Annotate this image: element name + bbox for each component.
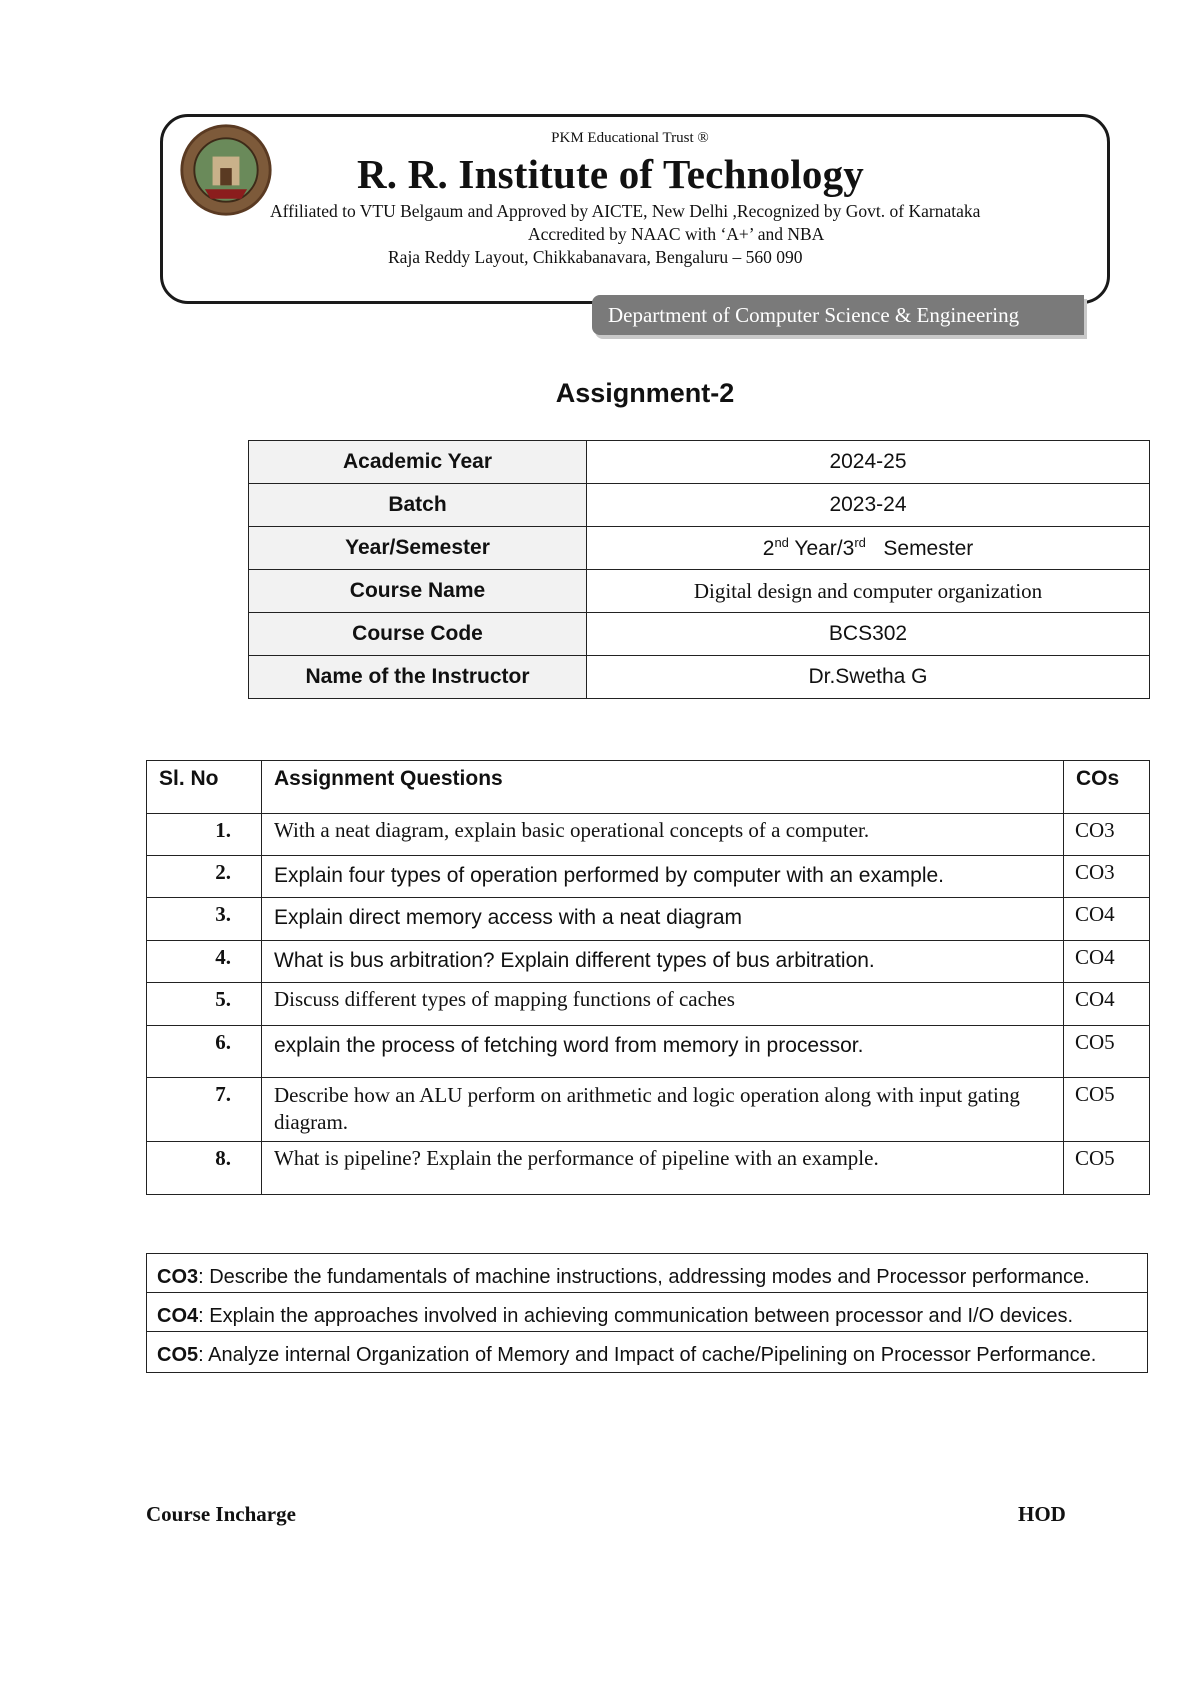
question-number: 8. bbox=[147, 1142, 262, 1195]
info-label: Academic Year bbox=[249, 441, 587, 484]
info-label: Batch bbox=[249, 484, 587, 527]
affiliation-line: Affiliated to VTU Belgaum and Approved by AICTE, New Delhi ,Recognized by Govt. of Karnataka bbox=[270, 201, 981, 221]
question-co: CO3 bbox=[1064, 856, 1150, 898]
outcome-row bbox=[147, 1254, 1148, 1293]
question-text: Discuss different types of mapping functions of caches bbox=[262, 983, 1064, 1026]
outcome-description: : Explain the approaches involved in achieving communication between processor and I/O devices. bbox=[198, 1305, 1074, 1327]
outcome-row bbox=[147, 1332, 1148, 1373]
info-label: Year/Semester bbox=[249, 527, 587, 570]
address-line: Raja Reddy Layout, Chikkabanavara, Bengaluru – 560 090 bbox=[388, 247, 803, 267]
semester-prefix: Year/3 bbox=[788, 537, 855, 560]
table-row bbox=[147, 814, 1150, 856]
course-info-table bbox=[248, 440, 1150, 699]
outcome-description: : Describe the fundamentals of machine instructions, addressing modes and Processor performance. bbox=[198, 1266, 1090, 1288]
question-text: Explain direct memory access with a neat diagram bbox=[262, 898, 1064, 941]
accreditation-line: Accredited by NAAC with ‘A+’ and NBA bbox=[528, 224, 825, 244]
question-co: CO5 bbox=[1064, 1142, 1150, 1195]
info-value: BCS302 bbox=[587, 613, 1150, 656]
question-number: 2. bbox=[147, 856, 262, 898]
info-row bbox=[249, 441, 1150, 484]
question-number: 7. bbox=[147, 1078, 262, 1142]
info-value: 2023-24 bbox=[587, 484, 1150, 527]
info-label: Course Name bbox=[249, 570, 587, 613]
question-text: Describe how an ALU perform on arithmetic and logic operation along with input gating diagram. bbox=[262, 1078, 1064, 1142]
outcome-code: CO5 bbox=[157, 1344, 199, 1366]
info-value: 2024-25 bbox=[587, 441, 1150, 484]
question-number: 6. bbox=[147, 1026, 262, 1078]
column-header-cos: COs bbox=[1064, 761, 1150, 814]
year-number: 2 bbox=[762, 537, 775, 560]
outcome-code: CO4 bbox=[157, 1305, 199, 1327]
year-suffix: nd bbox=[774, 535, 789, 550]
question-number: 4. bbox=[147, 941, 262, 983]
info-value: Dr.Swetha G bbox=[587, 656, 1150, 699]
semester-suffix: rd bbox=[854, 535, 866, 550]
table-header-row bbox=[147, 761, 1150, 814]
table-row bbox=[147, 856, 1150, 898]
table-row bbox=[147, 1078, 1150, 1142]
trust-name: PKM Educational Trust ® bbox=[551, 130, 709, 146]
info-label: Name of the Instructor bbox=[249, 656, 587, 699]
info-value: Digital design and computer organization bbox=[587, 570, 1150, 613]
table-row bbox=[147, 1026, 1150, 1078]
question-co: CO3 bbox=[1064, 814, 1150, 856]
page-title: Assignment-2 bbox=[555, 378, 735, 408]
outcome-text bbox=[147, 1293, 1148, 1332]
question-number: 5. bbox=[147, 983, 262, 1026]
column-header-question: Assignment Questions bbox=[262, 761, 1064, 814]
outcome-code: CO3 bbox=[157, 1266, 199, 1288]
question-text: Explain four types of operation performed by computer with an example. bbox=[262, 856, 1064, 898]
outcome-description: : Analyze internal Organization of Memory and Impact of cache/Pipelining on Processor Performance. bbox=[198, 1344, 1097, 1366]
question-co: CO4 bbox=[1064, 983, 1150, 1026]
question-number: 1. bbox=[147, 814, 262, 856]
table-row bbox=[147, 983, 1150, 1026]
question-text: With a neat diagram, explain basic operational concepts of a computer. bbox=[262, 814, 1064, 856]
question-text: explain the process of fetching word from memory in processor. bbox=[262, 1026, 1064, 1078]
assignment-questions-table bbox=[146, 760, 1150, 1195]
table-row bbox=[147, 1142, 1150, 1195]
question-co: CO4 bbox=[1064, 941, 1150, 983]
outcome-text bbox=[147, 1332, 1148, 1373]
info-row bbox=[249, 656, 1150, 699]
outcome-text bbox=[147, 1254, 1148, 1293]
department-banner: Department of Computer Science & Engineering bbox=[592, 295, 1084, 335]
question-number: 3. bbox=[147, 898, 262, 941]
info-row bbox=[249, 527, 1150, 570]
institute-name: R. R. Institute of Technology bbox=[357, 151, 864, 197]
question-co: CO5 bbox=[1064, 1026, 1150, 1078]
question-text: What is bus arbitration? Explain different types of bus arbitration. bbox=[262, 941, 1064, 983]
outcome-row bbox=[147, 1293, 1148, 1332]
semester-word: Semester bbox=[865, 537, 974, 560]
column-header-slno: Sl. No bbox=[147, 761, 262, 814]
question-co: CO4 bbox=[1064, 898, 1150, 941]
hod-signature: HOD bbox=[1018, 1502, 1066, 1526]
table-row bbox=[147, 941, 1150, 983]
table-row bbox=[147, 898, 1150, 941]
question-co: CO5 bbox=[1064, 1078, 1150, 1142]
info-value bbox=[587, 527, 1150, 570]
question-text: What is pipeline? Explain the performance of pipeline with an example. bbox=[262, 1142, 1064, 1195]
info-label: Course Code bbox=[249, 613, 587, 656]
info-row bbox=[249, 613, 1150, 656]
info-row bbox=[249, 484, 1150, 527]
course-outcomes-table bbox=[146, 1253, 1148, 1373]
course-incharge-signature: Course Incharge bbox=[146, 1502, 296, 1526]
info-row bbox=[249, 570, 1150, 613]
